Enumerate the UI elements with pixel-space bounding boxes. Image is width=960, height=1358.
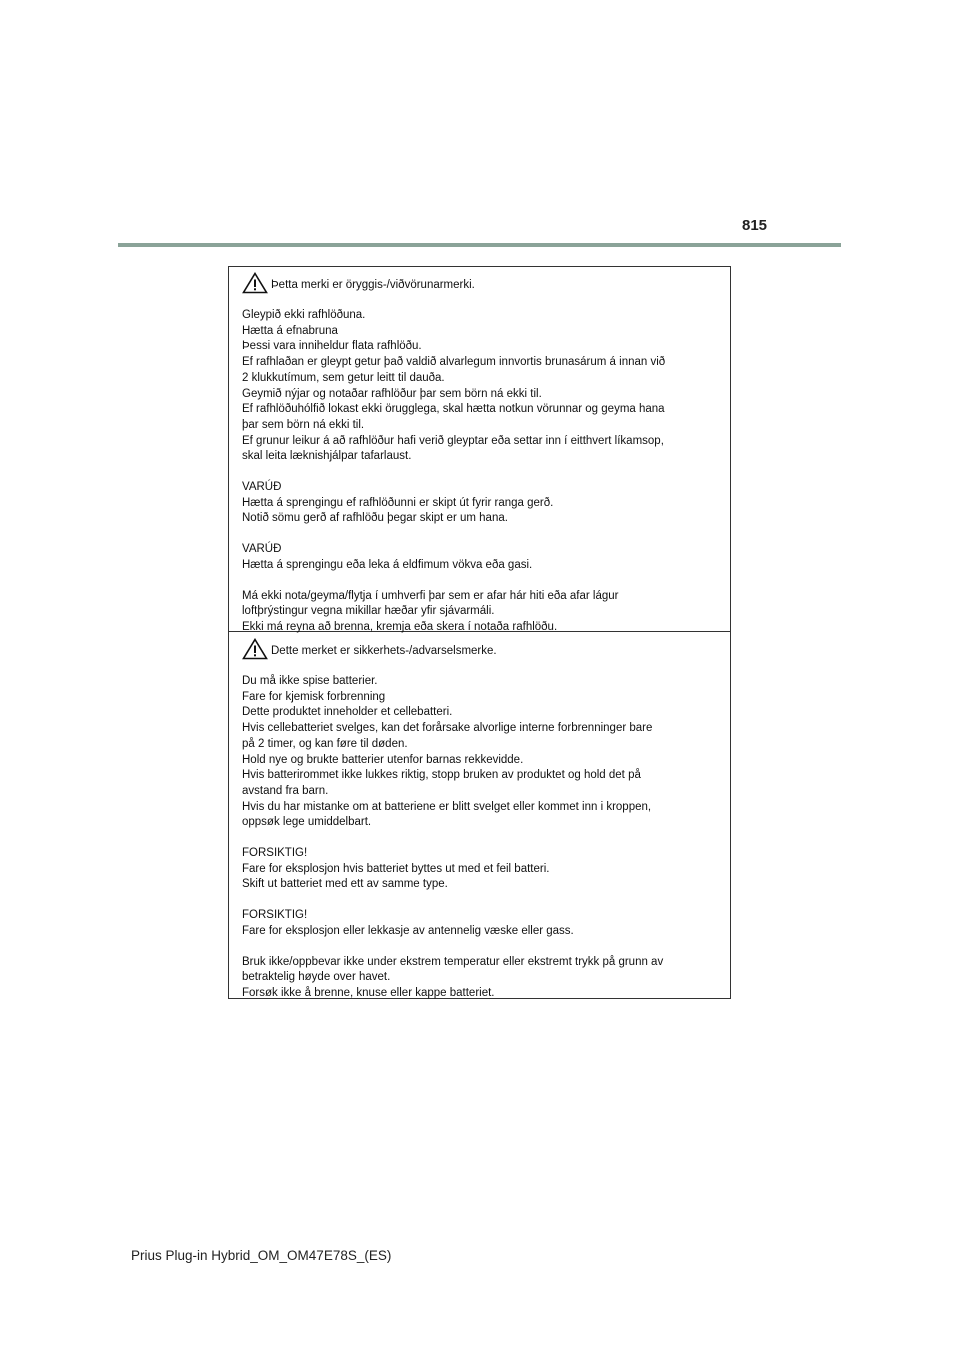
warning-triangle-icon (242, 638, 268, 660)
battery-warning-box (228, 266, 731, 999)
norwegian-paragraph-environment: Bruk ikke/oppbevar ikke under ekstrem temperatur eller ekstremt trykk på grunn av betraktelig høyde over havet. Forsøk ikke å brenne, knuse eller kappe batteriet. (242, 955, 664, 999)
icelandic-symbol-caption: Þetta merki er öryggis-/viðvörunarmerki. (271, 279, 475, 291)
norwegian-symbol-row (242, 638, 717, 662)
icelandic-paragraph-environment: Má ekki nota/geyma/flytja í umhverfi þar sem er afar hár hiti eða afar lágur loftþrýstingur vegna mikillar hæðar yfir sjávarmáli. Ekki má reyna að brenna, kremja eða skera í notaða rafhlöðu. (242, 589, 619, 633)
norwegian-paragraph-ingestion: Du må ikke spise batterier. Fare for kjemisk forbrenning Dette produktet inneholder et cellebatteri. Hvis cellebatteriet svelges, kan det forårsake alvorlige interne forbrenninger bare på 2 timer, og kan føre til døden. Hold nye og brukte batterier utenfor barnas rekkevidde. Hvis batterirommet ikke lukkes riktig, stopp bruken av produktet og hold det på avstand fra barn. Hvis du har mistanke om at batteriene er blitt svelget eller kommet inn i kroppen, oppsøk lege umiddelbart. (242, 675, 653, 829)
icelandic-paragraph-ingestion: Gleypið ekki rafhlöðuna. Hætta á efnabruna Þessi vara inniheldur flata rafhlöðu. Ef rafhlaðan er gleypt getur það valdið alvarlegum innvortis brunasárum á innan við 2 klukkutímum, sem getur leitt til dauða. Geymið nýjar og notaðar rafhlöður þar sem börn ná ekki til. Ef rafhlöðuhólfið lokast ekki örugglega, skal hætta notkun vörunnar og geyma hana þar sem börn ná ekki til. Ef grunur leikur á að rafhlöður hafi verið gleyptar eða settar inn í eitthvert líkamsop, skal leita læknishjálpar tafarlaust. (242, 309, 666, 463)
icelandic-paragraph-caution-type: VARÚÐ Hætta á sprengingu ef rafhlöðunni er skipt út fyrir ranga gerð. Notið sömu gerð af rafhlöðu þegar skipt er um hana. (242, 481, 554, 525)
icelandic-warning-section (229, 267, 730, 632)
warning-triangle-icon (242, 272, 268, 294)
document-footer: Prius Plug-in Hybrid_OM_OM47E78S_(ES) (131, 1248, 392, 1263)
icelandic-symbol-row (242, 272, 717, 296)
norwegian-symbol-caption: Dette merket er sikkerhets-/advarselsmerke. (271, 645, 497, 657)
norwegian-paragraph-caution-type: FORSIKTIG! Fare for eksplosjon hvis batteriet byttes ut med et feil batteri. Skift ut batteriet med ett av samme type. (242, 847, 550, 891)
norwegian-paragraph-caution-leak: FORSIKTIG! Fare for eksplosjon eller lekkasje av antennelig væske eller gass. (242, 909, 574, 937)
icelandic-paragraph-caution-leak: VARÚÐ Hætta á sprengingu eða leka á eldfimum vökva eða gasi. (242, 543, 533, 571)
header-rule (118, 243, 841, 247)
page-number: 815 (742, 217, 768, 234)
norwegian-warning-section (229, 633, 730, 998)
